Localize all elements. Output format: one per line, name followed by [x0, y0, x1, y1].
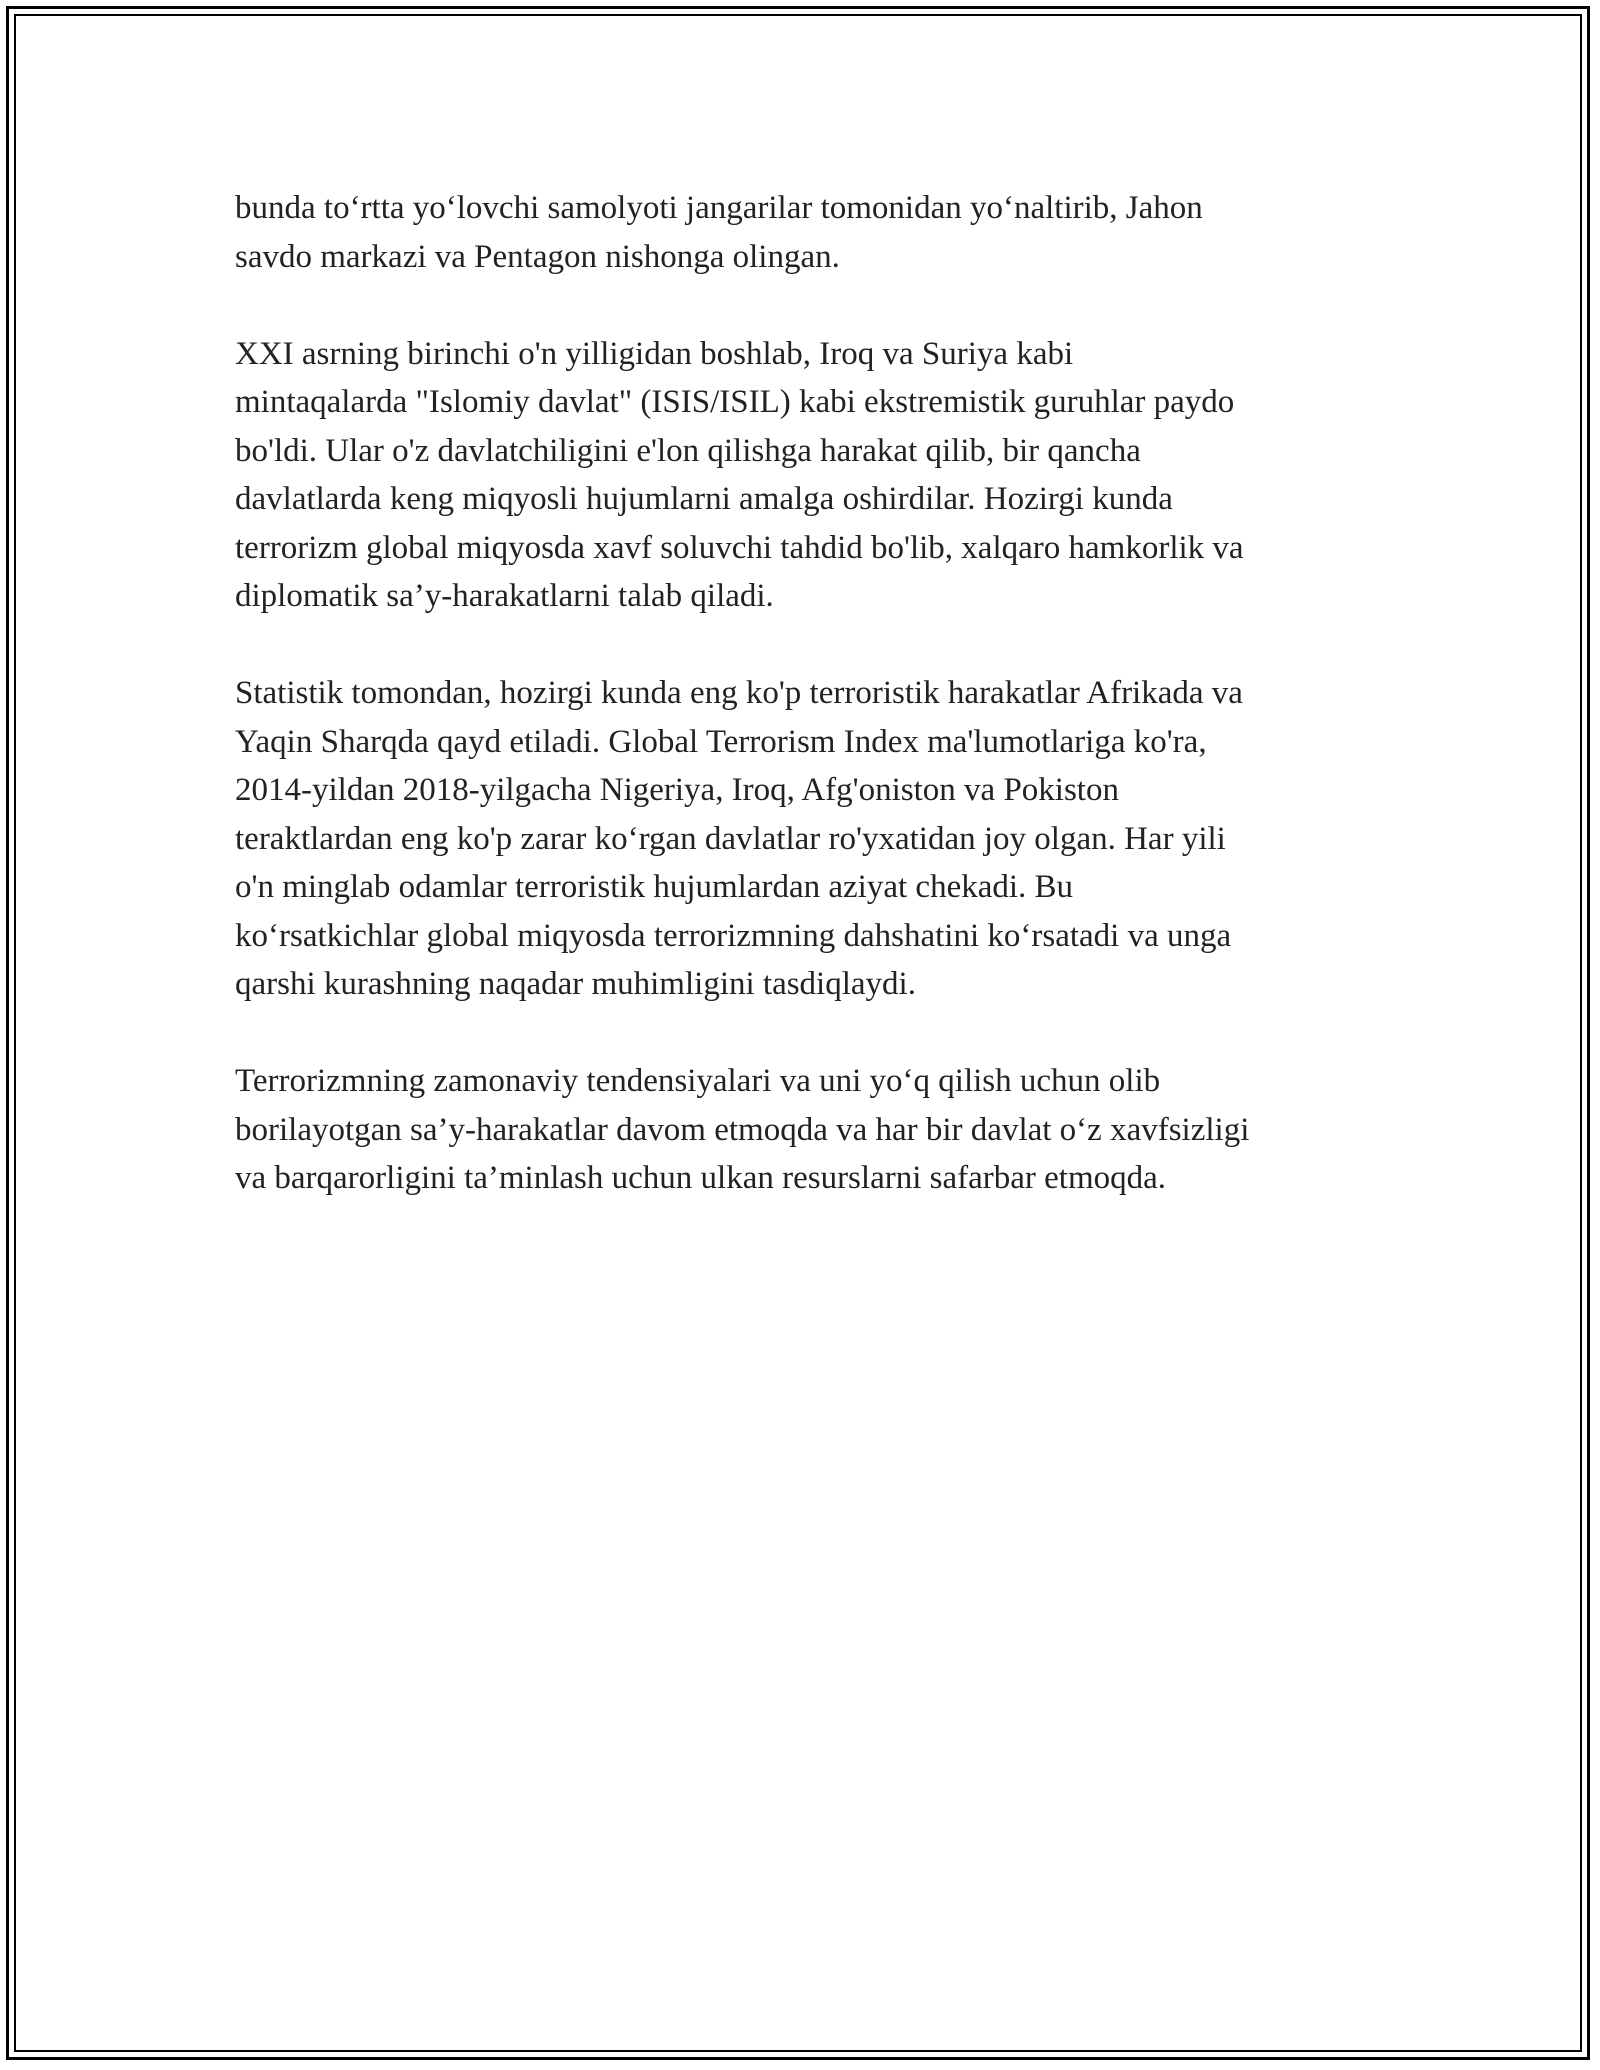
paragraph-1: bunda to‘rtta yo‘lovchi samolyoti jangarilar tomonidan yo‘naltirib, Jahon savdo markazi va Pentagon nishonga olingan.: [235, 190, 1203, 275]
paragraph-2: XXI asrning birinchi o'n yilligidan boshlab, Iroq va Suriya kabi mintaqalarda "Islomiy davlat" (ISIS/ISIL) kabi ekstremistik guruhlar paydo bo'ldi. Ular o'z davlatchiligini e'lon qilishga harakat qilib, bir qancha davlatlarda keng miqyosli hujumlarni amalga oshirdilar. Hozirgi kunda terrorizm global miqyosda xavf soluvchi tahdid bo'lib, xalqaro hamkorlik va diplomatik sa’y-harakatlarni talab qiladi.: [235, 335, 1244, 614]
paragraph-4: Terrorizmning zamonaviy tendensiyalari va uni yo‘q qilish uchun olib borilayotgan sa’y-harakatlar davom etmoqda va har bir davlat o‘z xavfsizligi va barqarorligini ta’minlash uchun ulkan resurslarni safarbar etmoqda.: [235, 1063, 1250, 1196]
paragraph-3: Statistik tomondan, hozirgi kunda eng ko'p terroristik harakatlar Afrikada va Yaqin Sharqda qayd etiladi. Global Terrorism Index ma'lumotlariga ko'ra, 2014-yildan 2018-yilgacha Nigeriya, Iroq, Afg'oniston va Pokiston teraktlardan eng ko'p zarar ko‘rgan davlatlar ro'yxatidan joy olgan. Har yili o'n minglab odamlar terroristik hujumlardan aziyat chekadi. Bu ko‘rsatkichlar global miqyosda terrorizmning dahshatini ko‘rsatadi va unga qarshi kurashning naqadar muhimligini tasdiqlaydi.: [235, 675, 1243, 1002]
document-body: [235, 184, 1365, 1251]
